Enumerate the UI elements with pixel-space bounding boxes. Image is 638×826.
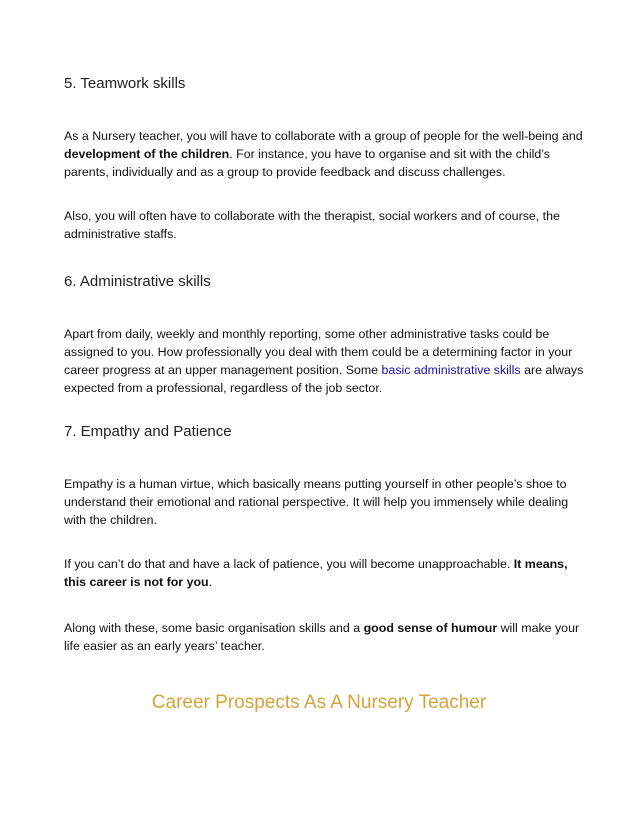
- bold-phrase: good sense of humour: [363, 621, 498, 635]
- heading-empathy-patience: 7. Empathy and Patience: [64, 423, 232, 440]
- paragraph-administrative-tasks: [64, 325, 584, 397]
- paragraph-text: Apart from daily, weekly and monthly reporting, some other administrative tasks could be assigned to you. How professionally you deal with them could be a determining factor in your career progress at an upper management position. Some: [64, 327, 573, 377]
- paragraph-patience: [64, 555, 584, 591]
- paragraph-teamwork-staff: Also, you will often have to collaborate with the therapist, social workers and of course, the administrative staffs.: [64, 209, 560, 241]
- paragraph-text: .: [208, 575, 213, 589]
- paragraph-text: As a Nursery teacher, you will have to collaborate with a group of people for the well-being and: [64, 129, 583, 143]
- paragraph-text: Along with these, some basic organisation skills and a: [64, 621, 364, 635]
- basic-administrative-skills-link[interactable]: basic administrative skills: [381, 363, 521, 377]
- paragraph-text: will make your life easier as an early years’ teacher.: [64, 621, 580, 653]
- paragraph-text: If you can’t do that and have a lack of patience, you will become unapproachable.: [64, 557, 514, 571]
- paragraph-text: . For instance, you have to organise and sit with the child’s parents, individually and as a group to provide feedback and discuss challenges.: [64, 147, 550, 179]
- heading-teamwork-skills: 5. Teamwork skills: [64, 75, 186, 92]
- bold-phrase: development of the children: [64, 147, 230, 161]
- heading-administrative-skills: 6. Administrative skills: [64, 273, 211, 290]
- paragraph-text: are always expected from a professional, regardless of the job sector.: [64, 363, 584, 395]
- bold-phrase: It means, this career is not for you: [64, 557, 568, 589]
- heading-career-prospects: Career Prospects As A Nursery Teacher: [151, 692, 487, 713]
- paragraph-teamwork-collaboration: [64, 127, 584, 181]
- paragraph-empathy: Empathy is a human virtue, which basically means putting yourself in other people’s shoe to understand their emotional and rational perspective. It will help you immensely while dealing with the children.: [64, 477, 569, 527]
- paragraph-humour: [64, 619, 584, 655]
